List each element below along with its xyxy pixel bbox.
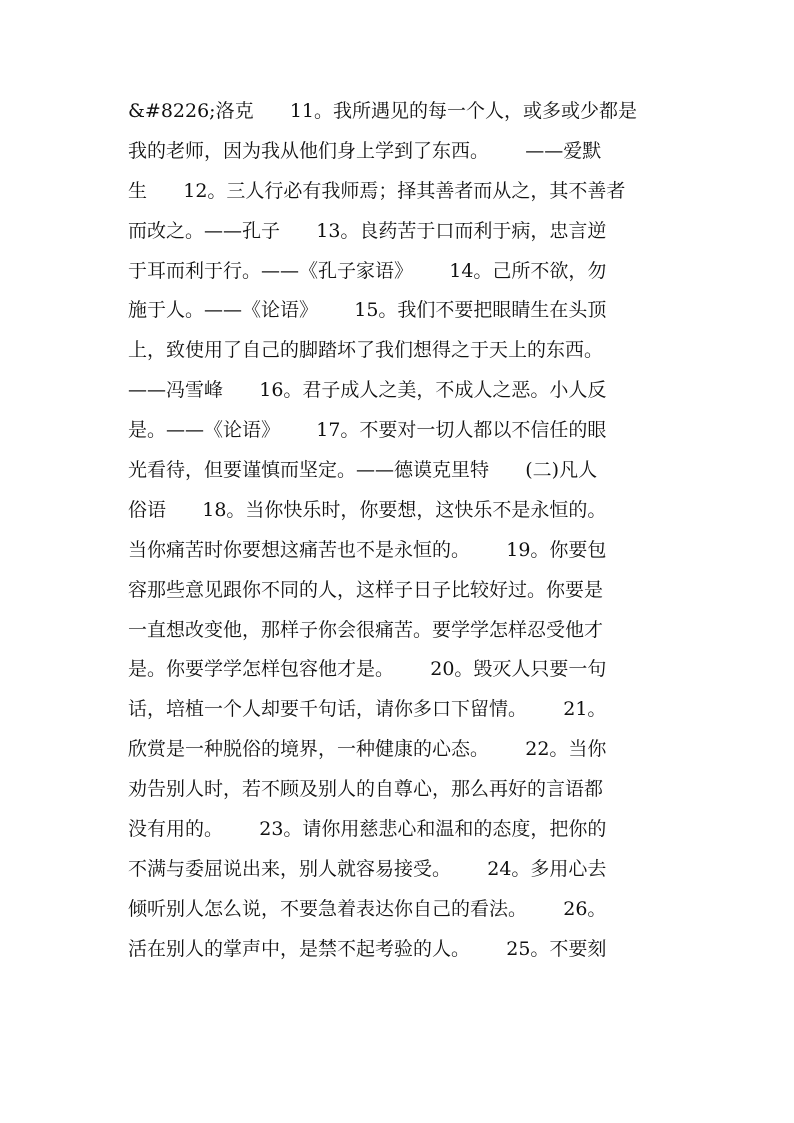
text-line-10: 光看待，但要谨慎而坚定。——德谟克里特 (二)凡人 bbox=[128, 459, 598, 482]
text-line-11: 俗语 18。当你快乐时，你要想，这快乐不是永恒的。 bbox=[128, 498, 607, 521]
text-line-21: 倾听别人怎么说，不要急着表达你自己的看法。 26。 bbox=[128, 897, 607, 920]
text-line-1: &#8226;洛克 11。我所遇见的每一个人，或多或少都是 bbox=[128, 100, 638, 122]
text-line-18: 劝告别人时，若不顾及别人的自尊心，那么再好的言语都 bbox=[128, 778, 604, 801]
body-text bbox=[128, 92, 668, 970]
text-line-8: ——冯雪峰 16。君子成人之美，不成人之恶。小人反 bbox=[128, 379, 607, 402]
text-line-14: 一直想改变他，那样子你会很痛苦。要学学怎样忍受他才 bbox=[128, 618, 604, 641]
text-line-12: 当你痛苦时你要想这痛苦也不是永恒的。 19。你要包 bbox=[128, 538, 607, 561]
text-line-3: 生 12。三人行必有我师焉；择其善者而从之，其不善者 bbox=[128, 179, 626, 202]
text-line-19: 没有用的。 23。请你用慈悲心和温和的态度，把你的 bbox=[128, 818, 607, 841]
text-line-7: 上，致使用了自己的脚踏坏了我们想得之于天上的东西。 bbox=[128, 339, 604, 362]
text-line-15: 是。你要学学怎样包容他才是。 20。毁灭人只要一句 bbox=[128, 658, 607, 681]
text-line-2: 我的老师，因为我从他们身上学到了东西。 ——爱默 bbox=[128, 139, 602, 162]
text-line-9: 是。——《论语》 17。不要对一切人都以不信任的眼 bbox=[128, 419, 607, 442]
text-line-5: 于耳而利于行。——《孔子家语》 14。己所不欲，勿 bbox=[128, 259, 607, 282]
text-line-17: 欣赏是一种脱俗的境界，一种健康的心态。 22。当你 bbox=[128, 738, 607, 761]
text-line-16: 话，培植一个人却要千句话，请你多口下留情。 21。 bbox=[128, 698, 607, 721]
text-line-20: 不满与委屈说出来，别人就容易接受。 24。多用心去 bbox=[128, 857, 607, 880]
text-line-6: 施于人。——《论语》 15。我们不要把眼睛生在头顶 bbox=[128, 299, 607, 322]
text-line-22: 活在别人的掌声中，是禁不起考验的人。 25。不要刻 bbox=[128, 937, 607, 960]
text-line-4: 而改之。——孔子 13。良药苦于口而利于病，忠言逆 bbox=[128, 219, 607, 242]
text-line-13: 容那些意见跟你不同的人，这样子日子比较好过。你要是 bbox=[128, 578, 604, 601]
